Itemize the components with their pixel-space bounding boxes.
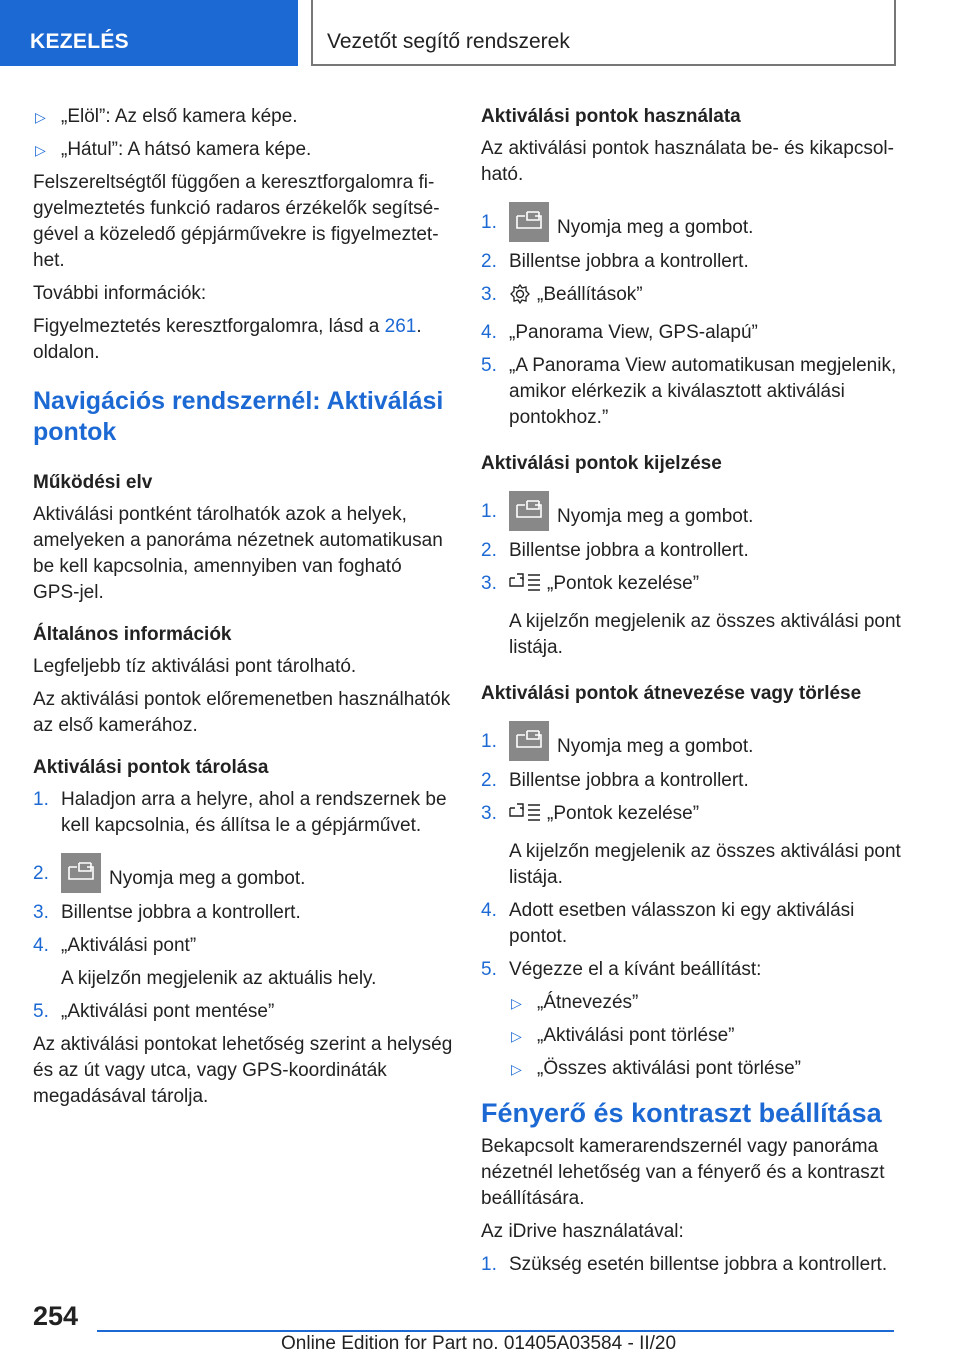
camera-button-icon <box>509 491 549 531</box>
step-item: 3. „Pontok kezelése” <box>481 801 901 832</box>
step-item: 2. Billentse jobbra a kontrollert. <box>481 540 749 561</box>
subheading: Működési elv <box>33 472 153 493</box>
list-item: ▷ „Összes aktiválási pont törlése” <box>481 1056 901 1082</box>
step-item: 2. Nyomja meg a gombot. <box>33 853 453 893</box>
triangle-bullet-icon: ▷ <box>35 109 46 125</box>
subheading: Aktiválási pontok kijelzése <box>481 453 722 474</box>
camera-list-icon <box>509 802 541 832</box>
right-column <box>481 104 901 1285</box>
list-item: ▷ „Aktiválási pont törlése” <box>481 1023 901 1049</box>
triangle-bullet-icon: ▷ <box>511 1028 522 1044</box>
page-number: 254 <box>33 1301 79 1331</box>
step-item: 1. Nyomja meg a gombot. <box>481 721 901 761</box>
camera-button-icon <box>61 853 101 893</box>
step-item: 3. Billentse jobbra a kontrollert. <box>33 902 301 923</box>
page-header <box>0 0 960 66</box>
camera-list-icon <box>509 572 541 602</box>
step-note: A kijelzőn megjelenik az összes aktiválási pont listája. <box>509 611 901 658</box>
gear-icon <box>509 283 531 313</box>
step-item: 3. „Beállítások” <box>481 282 901 313</box>
paragraph: Az aktiválási pontok előremenetben használhatók az első kamerához. <box>33 689 451 736</box>
step-item: 5. Végezze el a kívánt beállítást: <box>481 959 762 980</box>
paragraph: Felszereltségtől függően a keresztforgalomra figyelmeztetés funkció radaros érzékelők segítségével a közeledő gépjárművekre is figyelmeztethet. <box>33 172 440 271</box>
list-item: ▷ „Hátul”: A hátsó kamera képe. <box>33 137 453 163</box>
step-item: 5. „A Panorama View automatikusan megjelenik, amikor elérkezik a kiválasztott aktiválási pontokhoz.” <box>481 355 897 428</box>
step-note: A kijelzőn megjelenik az aktuális hely. <box>61 968 377 989</box>
step-item: 2. Billentse jobbra a kontrollert. <box>481 251 749 272</box>
step-item: 2. Billentse jobbra a kontrollert. <box>481 770 749 791</box>
step-item: 1. Nyomja meg a gombot. <box>481 491 901 531</box>
paragraph: Aktiválási pontként tárolhatók azok a helyek, amelyeken a panoráma nézetnek automatikusan be kell kapcsolnia, amennyiben van fogható GPS-jel. <box>33 504 443 603</box>
paragraph: Az aktiválási pontok használata be- és kikapcsolható. <box>481 138 894 185</box>
subheading: Aktiválási pontok átnevezése vagy törlése <box>481 683 862 704</box>
triangle-bullet-icon: ▷ <box>35 142 46 158</box>
camera-button-icon <box>509 202 549 242</box>
step-note: A kijelzőn megjelenik az összes aktiválási pont listája. <box>509 841 901 888</box>
camera-button-icon <box>509 721 549 761</box>
step-item: 1. Haladjon arra a helyre, ahol a rendszernek be kell kapcsolnia, és állítsa le a gépjárművet. <box>33 789 447 836</box>
paragraph: Bekapcsolt kamerarendszernél vagy panoráma nézetnél lehetőség van a fényerő és a kontraszt beállítására. <box>481 1136 885 1209</box>
section-heading: Fényerő és kontraszt beállítása <box>481 1098 882 1128</box>
edition-footer: Online Edition for Part no. 01405A03584 - II/20 <box>281 1333 677 1354</box>
step-item: 3. „Pontok kezelése” <box>481 571 901 602</box>
step-item: 1. Nyomja meg a gombot. <box>481 202 901 242</box>
paragraph: Az iDrive használatával: <box>481 1221 684 1242</box>
triangle-bullet-icon: ▷ <box>511 1061 522 1077</box>
list-item: ▷ „Átnevezés” <box>481 990 901 1016</box>
step-item: 4. „Aktiválási pont” <box>33 935 197 956</box>
paragraph: További információk: <box>33 283 207 304</box>
subheading: Aktiválási pontok használata <box>481 106 741 127</box>
step-item: 5. „Aktiválási pont mentése” <box>33 1001 275 1022</box>
left-column <box>33 104 453 1117</box>
section-tab: KEZELÉS <box>0 0 298 66</box>
step-item: 4. Adott esetben válasszon ki egy aktiválási pontot. <box>481 900 855 947</box>
subheading: Általános információk <box>33 624 232 645</box>
step-item: 1. Szükség esetén billentse jobbra a kontrollert. <box>481 1254 888 1275</box>
paragraph: Legfeljebb tíz aktiválási pont tárolható. <box>33 656 357 677</box>
list-item: ▷ „Elöl”: Az első kamera képe. <box>33 104 453 130</box>
paragraph: Figyelmeztetés keresztforgalomra, lásd a 261. oldalon. <box>33 316 422 363</box>
triangle-bullet-icon: ▷ <box>511 995 522 1011</box>
page-reference-link[interactable]: 261 <box>384 316 417 337</box>
footer-divider <box>97 1330 894 1332</box>
step-item: 4. „Panorama View, GPS-alapú” <box>481 322 758 343</box>
subheading: Aktiválási pontok tárolása <box>33 757 269 778</box>
section-heading: Navigációs rendszernél: Aktiválási pontok <box>33 387 444 446</box>
chapter-title: Vezetőt segítő rendszerek <box>311 0 896 66</box>
paragraph: Az aktiválási pontokat lehetőség szerint a helység és az út vagy utca, vagy GPS-koordináták megadásával tárolja. <box>33 1034 453 1107</box>
